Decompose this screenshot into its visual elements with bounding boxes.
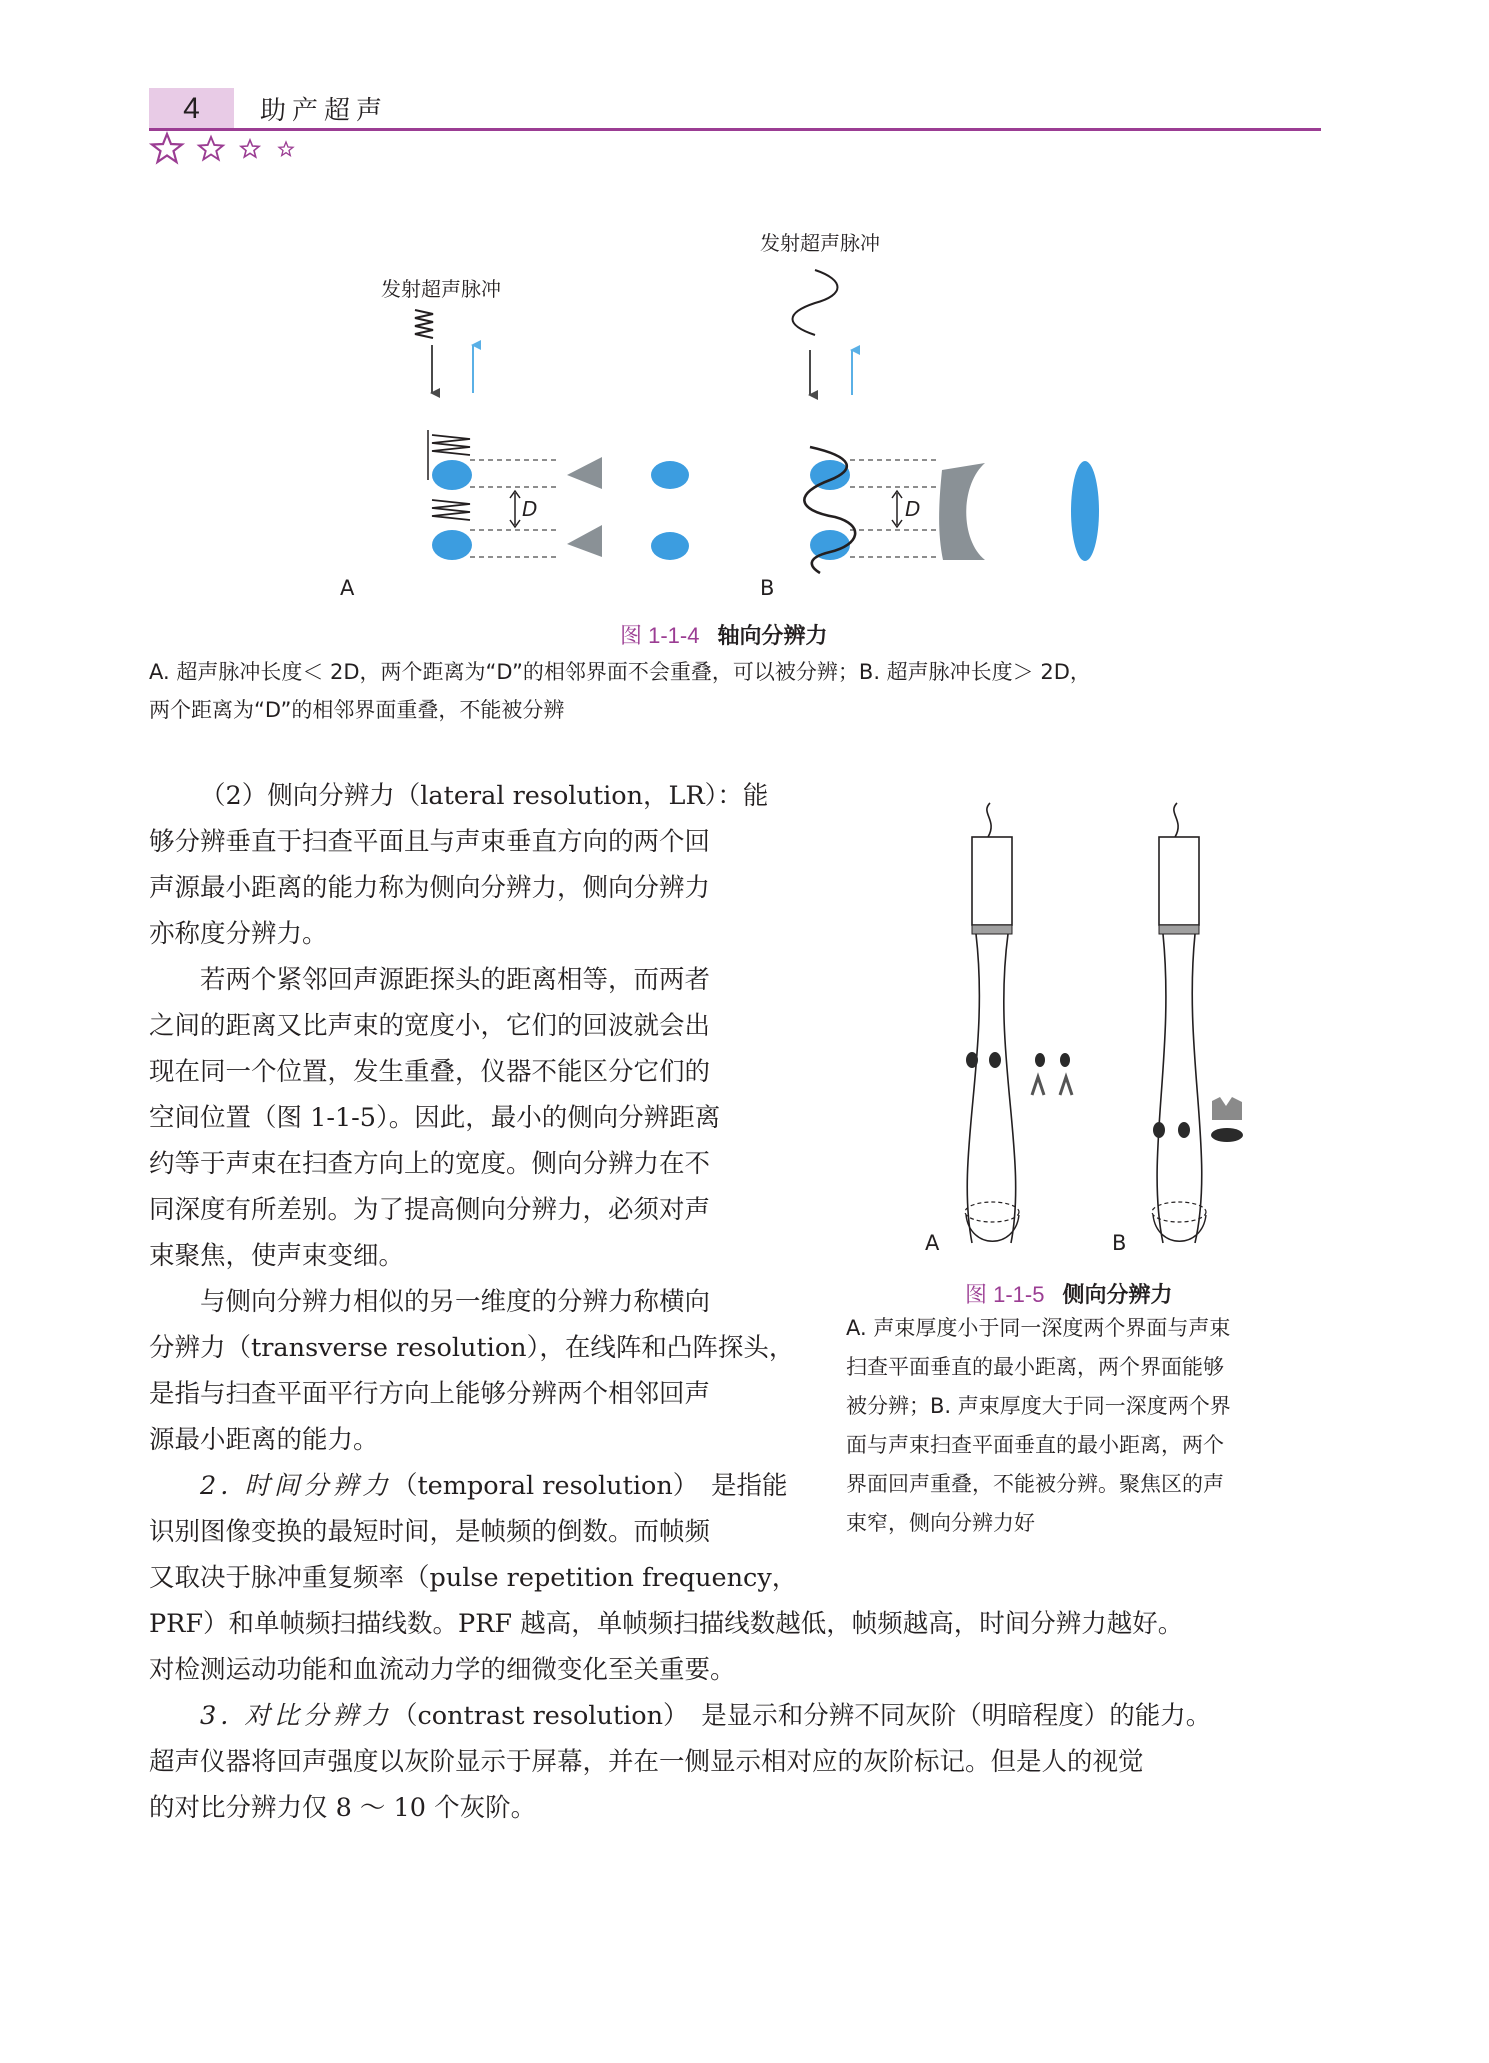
d-label-b: D <box>905 497 921 521</box>
paragraph-line: 声源最小距离的能力称为侧向分辨力，侧向分辨力 <box>149 873 711 903</box>
pulse-wave-a <box>415 310 433 338</box>
probe-body <box>1159 837 1199 925</box>
probe-lens <box>1159 925 1199 934</box>
paragraph-line: 识别图像变换的最短时间，是帧频的倒数。而帧频 <box>149 1517 711 1547</box>
paragraph-line: 源最小距离的能力。 <box>149 1425 379 1455</box>
caption-title: 侧向分辨力 <box>1062 1283 1173 1308</box>
note-line: 扫查平面垂直的最小距离，两个界面能够 <box>846 1355 1224 1379</box>
interface-ellipse <box>432 530 472 560</box>
beam-outline <box>1157 934 1202 1243</box>
star-outline-icon <box>241 140 259 157</box>
echo-peak <box>1060 1077 1072 1095</box>
paragraph-line: 同深度有所差别。为了提高侧向分辨力，必须对声 <box>149 1195 711 1225</box>
paragraph-line: 束聚焦，使声束变细。 <box>149 1241 405 1271</box>
body-narrow-column <box>149 773 829 1601</box>
caption-title: 轴向分辨力 <box>717 624 828 649</box>
note-line: A. 声束厚度小于同一深度两个界面与声束 <box>846 1316 1231 1340</box>
paragraph-line: 若两个紧邻回声源距探头的距离相等，而两者 <box>200 965 711 995</box>
pulse-label-b: 发射超声脉冲 <box>760 231 880 255</box>
paragraph-text: （contrast resolution） 是显示和分辨不同灰阶（明暗程度）的能力。 <box>391 1701 1212 1731</box>
pulse-echo-a-mid <box>432 500 470 520</box>
paragraph-line: 之间的距离又比声束的宽度小，它们的回波就会出 <box>149 1011 711 1041</box>
pulse-wave-b <box>793 270 838 335</box>
paragraph-line: 现在同一个位置，发生重叠，仪器不能区分它们的 <box>149 1057 711 1087</box>
note-line: 两个距离为“D”的相邻界面重叠，不能被分辨 <box>149 698 565 722</box>
display-dot <box>651 461 689 489</box>
paragraph-text: （temporal resolution） 是指能 <box>391 1471 788 1501</box>
paragraph-line: 够分辨垂直于扫查平面且与声束垂直方向的两个回 <box>149 827 711 857</box>
contrast-heading-line <box>149 1693 1329 1739</box>
figure-axial-resolution <box>340 225 1140 605</box>
panel-label-a: A <box>925 1231 940 1255</box>
probe-lens <box>972 925 1012 934</box>
paragraph-line: 空间位置（图 1-1-5）。因此，最小的侧向分辨距离 <box>149 1103 721 1133</box>
display-merged <box>1211 1128 1243 1142</box>
paragraph-line: 亦称度分辨力。 <box>149 919 328 949</box>
d-label-a: D <box>522 497 538 521</box>
note-line: 界面回声重叠，不能被分辨。聚焦区的声 <box>846 1472 1224 1496</box>
note-line: 面与声束扫查平面垂直的最小距离，两个 <box>846 1433 1224 1457</box>
caption-number: 图 1-1-4 <box>620 623 700 648</box>
header-rule <box>149 128 1321 131</box>
echo-merged <box>939 463 985 560</box>
paragraph-line: PRF）和单帧频扫描线数。PRF 越高，单帧频扫描线数越低，帧频越高，时间分辨力越好。 <box>149 1609 1184 1639</box>
paragraph-line: 超声仪器将回声强度以灰阶显示于屏幕，并在一侧显示相对应的灰阶标记。但是人的视觉 <box>149 1747 1144 1777</box>
probe-cable <box>987 803 991 837</box>
temporal-heading-line <box>149 1463 829 1509</box>
display-merged <box>1071 461 1099 561</box>
probe-cable <box>1174 803 1178 837</box>
paragraph-line: 约等于声束在扫查方向上的宽度。侧向分辨力在不 <box>149 1149 711 1179</box>
book-title: 助产超声 <box>260 96 389 126</box>
reflector-dot <box>966 1052 978 1068</box>
echo-peak <box>1032 1077 1044 1095</box>
reflector-dot <box>989 1052 1001 1068</box>
section-heading: 2. 时间分辨力 <box>200 1471 392 1501</box>
figure-4-note <box>149 653 1329 729</box>
panel-label-b: B <box>760 576 775 600</box>
interface-ellipse <box>810 530 850 560</box>
section-heading: 3. 对比分辨力 <box>200 1701 392 1731</box>
figure-5-note <box>846 1309 1326 1543</box>
paragraph-line: 分辨力（transverse resolution），在线阵和凸阵探头， <box>149 1333 795 1363</box>
display-dot <box>1060 1053 1070 1067</box>
pulse-label-a: 发射超声脉冲 <box>381 277 501 301</box>
note-line: 束窄，侧向分辨力好 <box>846 1511 1035 1535</box>
reflector-dot <box>1153 1122 1165 1138</box>
display-dot <box>1035 1053 1045 1067</box>
paragraph-line: （2）侧向分辨力（lateral resolution，LR）：能 <box>200 781 769 811</box>
paragraph-line: 与侧向分辨力相似的另一维度的分辨力称横向 <box>200 1287 711 1317</box>
figure-lateral-resolution <box>880 795 1300 1265</box>
note-line: 被分辨；B. 声束厚度大于同一深度两个界 <box>846 1394 1231 1418</box>
echo-wedge <box>567 525 602 557</box>
echo-merged <box>1212 1097 1242 1120</box>
interface-ellipse <box>432 460 472 490</box>
star-outline-icon <box>152 134 182 162</box>
reflector-dot <box>1178 1122 1190 1138</box>
panel-label-b: B <box>1112 1231 1127 1255</box>
pulse-echo-a-top <box>432 435 470 455</box>
beam-outline <box>967 934 1015 1243</box>
paragraph-line: 是指与扫查平面平行方向上能够分辨两个相邻回声 <box>149 1379 711 1409</box>
display-dot <box>651 532 689 560</box>
star-outline-icon <box>199 137 223 160</box>
paragraph-line: 又取决于脉冲重复频率（pulse repetition frequency， <box>149 1563 798 1593</box>
paragraph-line: 对检测运动功能和血流动力学的细微变化至关重要。 <box>149 1655 736 1685</box>
panel-label-a: A <box>340 576 355 600</box>
page-number: 4 <box>183 92 200 125</box>
paragraph-line: 的对比分辨力仅 8 ～ 10 个灰阶。 <box>149 1793 537 1823</box>
echo-wedge <box>567 457 602 489</box>
figure-5-caption <box>965 1278 1173 1309</box>
caption-number: 图 1-1-5 <box>965 1282 1045 1307</box>
probe-body <box>972 837 1012 925</box>
rating-stars <box>149 131 309 167</box>
figure-4-caption <box>620 619 828 650</box>
note-line: A. 超声脉冲长度＜ 2D，两个距离为“D”的相邻界面不会重叠，可以被分辨；B. 超声脉冲长度＞ 2D， <box>149 660 1091 684</box>
body-wide-column <box>149 1601 1329 1831</box>
star-outline-icon <box>279 142 293 156</box>
